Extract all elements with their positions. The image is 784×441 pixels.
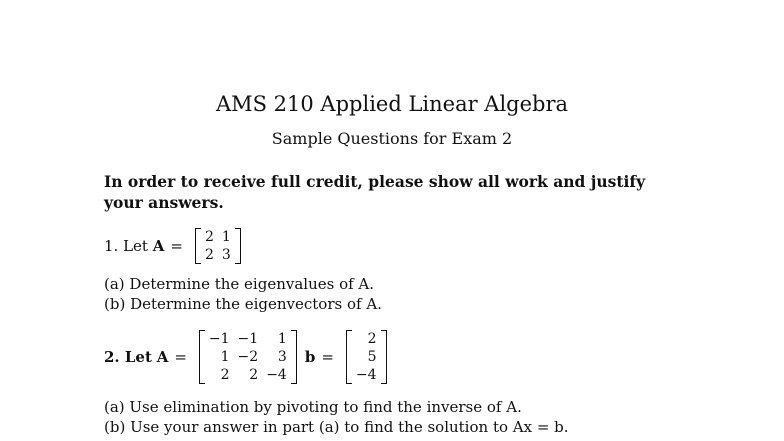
question-2b: (b) Use your answer in part (a) to find the solution to Ax = b. [104, 418, 569, 436]
question-2a: (a) Use elimination by pivoting to find the inverse of A. [104, 398, 522, 416]
vector-cell: 5 [367, 349, 377, 365]
question-1 [104, 228, 382, 313]
vector-cell: −4 [355, 367, 377, 383]
question-2-lead: 2. Let [104, 348, 152, 366]
matrix-cell: −2 [237, 349, 259, 365]
page-title: AMS 210 Applied Linear Algebra [215, 92, 569, 116]
matrix-cell: 3 [277, 349, 287, 365]
question-1-var: A [152, 237, 165, 255]
question-2-bvar: b [304, 348, 316, 366]
question-2 [104, 330, 569, 436]
matrix-cell: 1 [277, 331, 287, 347]
matrix-a-q2 [199, 330, 297, 384]
question-2-var: A [156, 348, 169, 366]
matrix-cell: 3 [221, 247, 231, 263]
matrix-cell: 1 [221, 229, 231, 245]
vector-b [346, 330, 387, 384]
question-1-eq: = [170, 237, 183, 255]
question-1-lead: 1. Let [104, 237, 148, 255]
matrix-cell: −1 [208, 331, 230, 347]
matrix-cell: 1 [220, 349, 230, 365]
page-subtitle: Sample Questions for Exam 2 [271, 129, 513, 148]
instructions-text: In order to receive full credit, please show all work and justify your answers. [104, 172, 646, 212]
matrix-cell: 2 [204, 229, 214, 245]
matrix-cell: −1 [237, 331, 259, 347]
question-1b: (b) Determine the eigenvectors of A. [104, 295, 382, 313]
question-2-eq: = [174, 348, 187, 366]
matrix-cell: 2 [220, 367, 230, 383]
question-1a: (a) Determine the eigenvalues of A. [104, 275, 375, 293]
matrix-cell: 2 [249, 367, 259, 383]
question-2-beq: = [321, 348, 334, 366]
vector-cell: 2 [367, 331, 377, 347]
matrix-cell: −4 [266, 367, 287, 383]
matrix-cell: 2 [204, 247, 214, 263]
matrix-a-q1 [195, 228, 241, 264]
